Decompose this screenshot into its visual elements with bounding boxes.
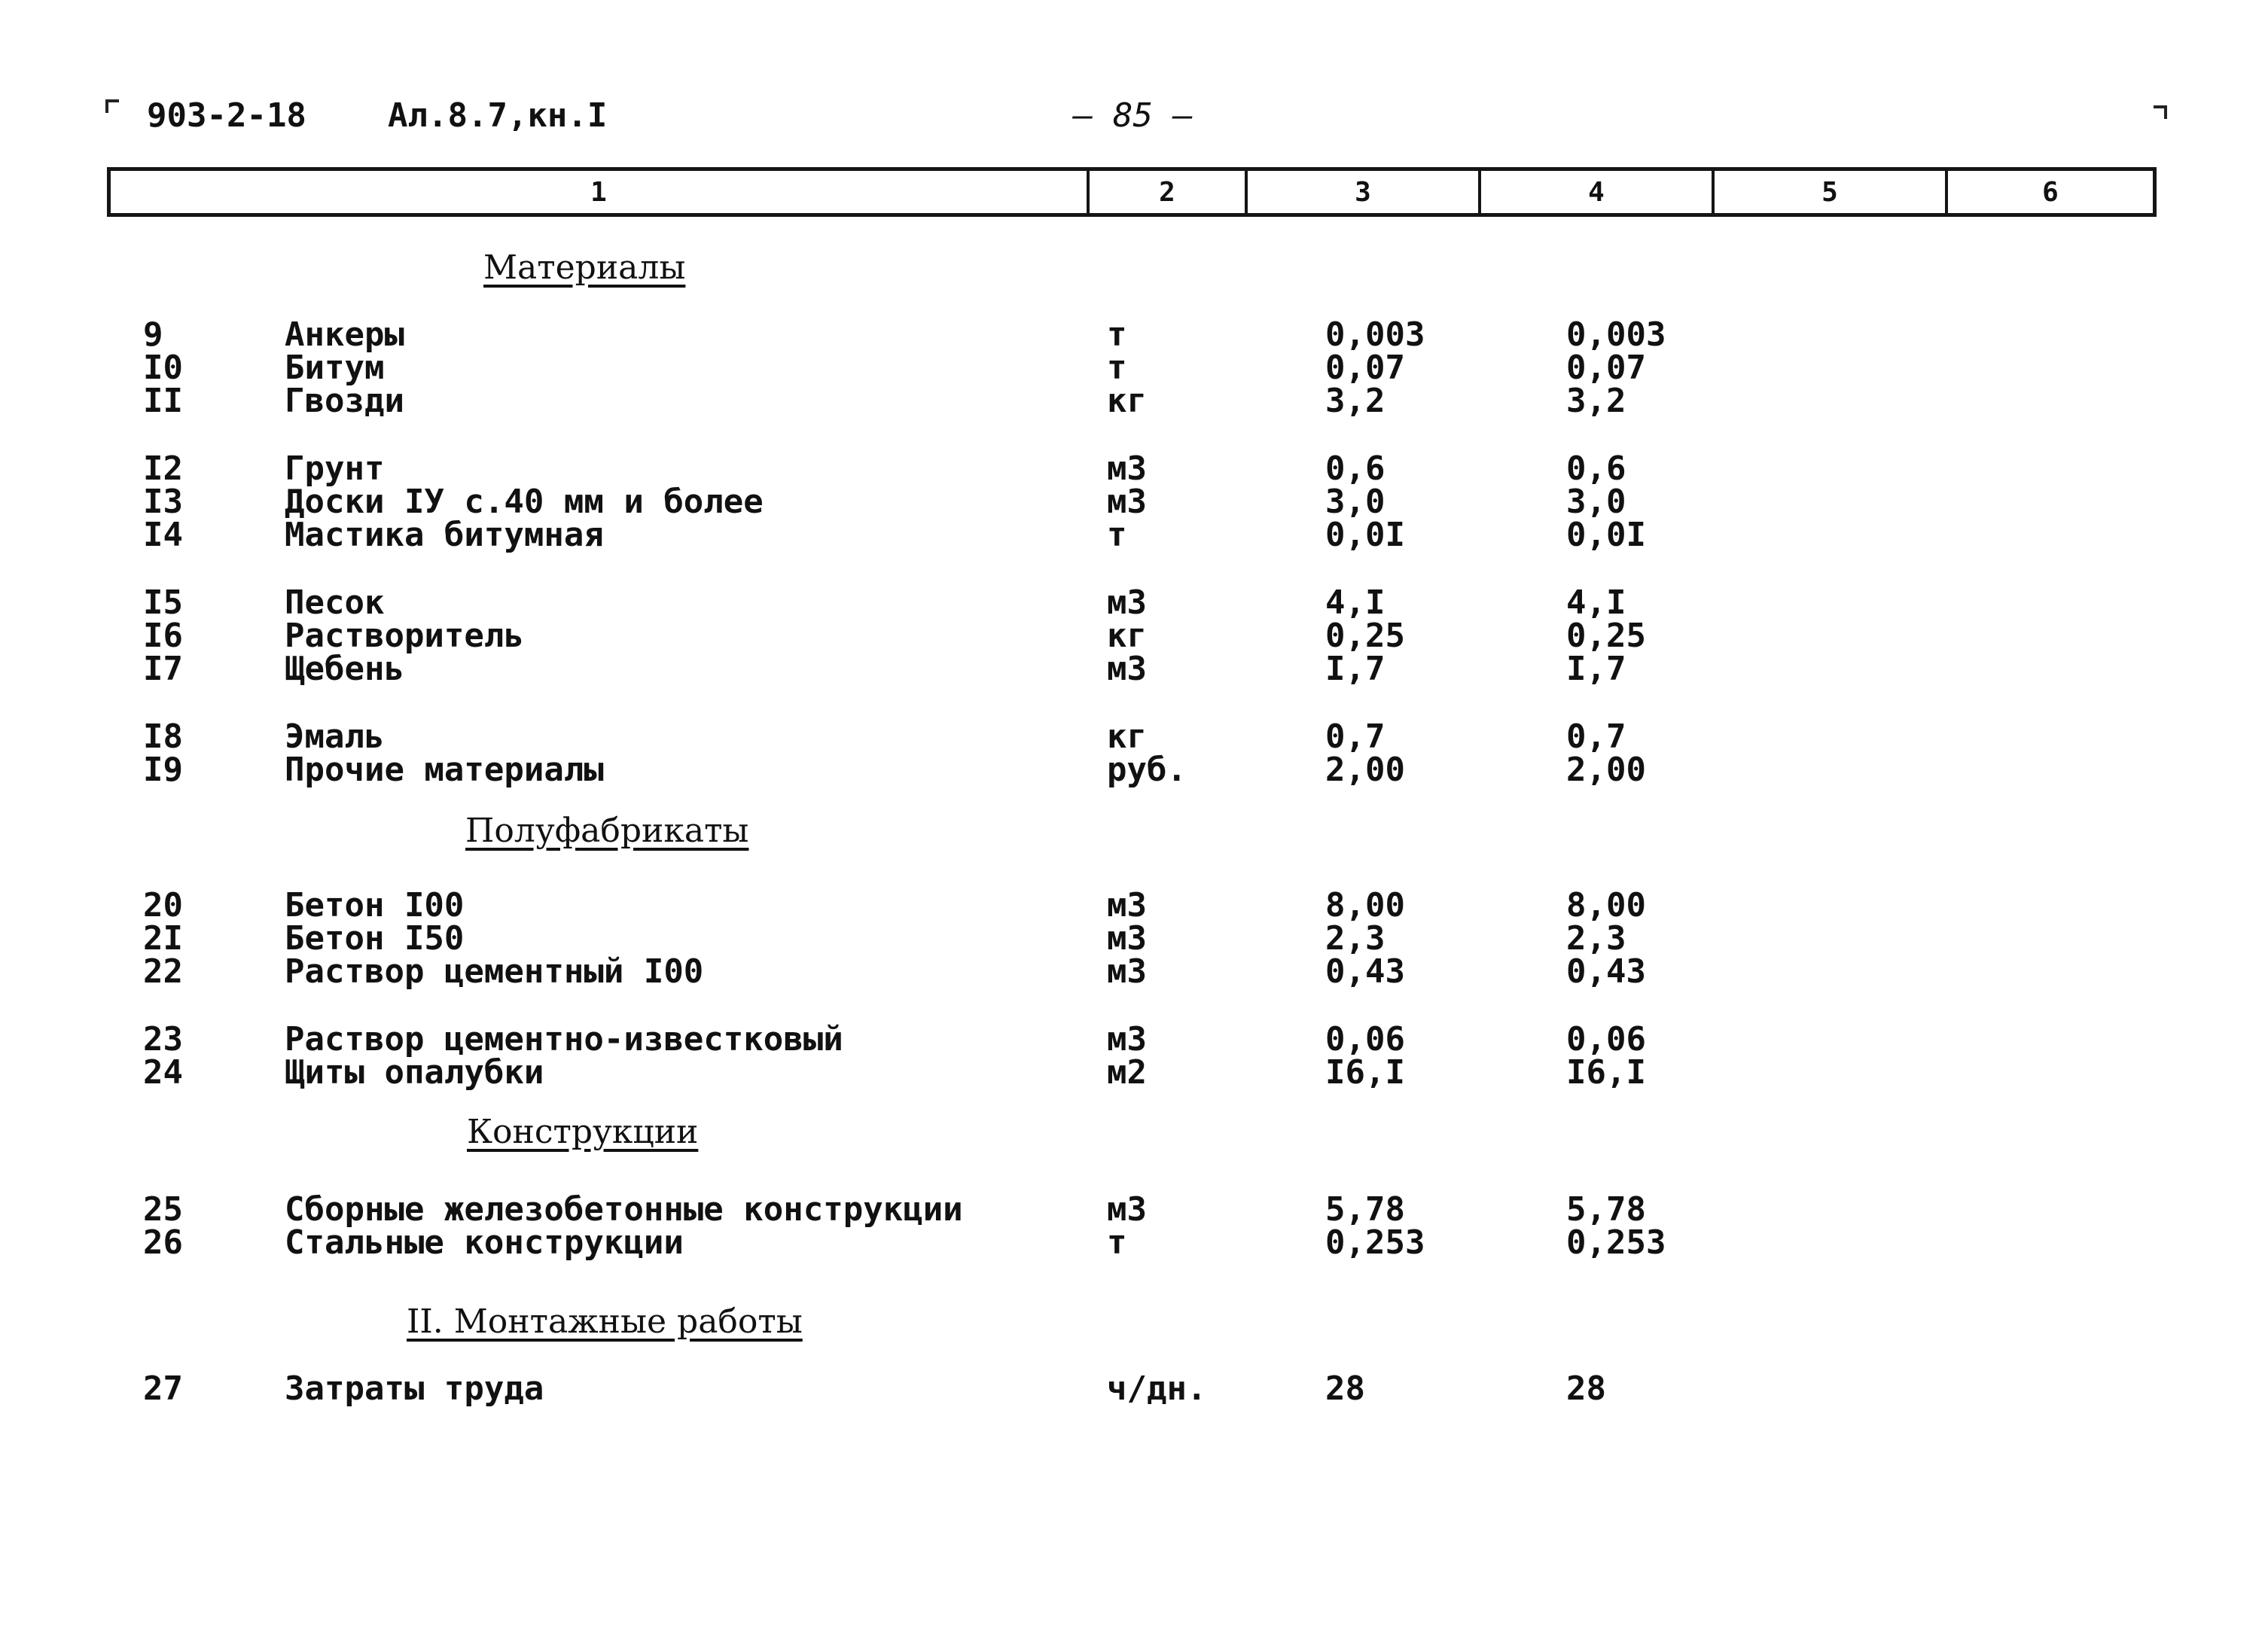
row-value-col4: 0,43 (1566, 952, 1646, 991)
row-unit: м3 (1107, 449, 1147, 488)
row-unit: кг (1107, 717, 1147, 756)
row-number: I5 (143, 583, 183, 622)
row-value-col4: 5,78 (1566, 1190, 1646, 1229)
row-name: Раствор цементно-известковый (285, 1020, 843, 1059)
row-unit: м3 (1107, 952, 1147, 991)
document-code: 903-2-18 (147, 96, 306, 135)
row-value-col3: 0,07 (1325, 349, 1405, 387)
column-header-1: 1 (111, 171, 1090, 213)
row-number: 23 (143, 1020, 183, 1059)
row-unit: м3 (1107, 1020, 1147, 1059)
row-number: I4 (143, 516, 183, 554)
row-number: I3 (143, 483, 183, 521)
table-row (0, 952, 2268, 991)
table-row (0, 1053, 2268, 1092)
row-unit: м3 (1107, 483, 1147, 521)
row-name: Щебень (285, 650, 404, 688)
table-row (0, 717, 2268, 756)
row-unit: т (1107, 315, 1127, 354)
row-number: I8 (143, 717, 183, 756)
row-value-col4: 8,00 (1566, 886, 1646, 925)
row-value-col4: 0,7 (1566, 717, 1626, 756)
row-value-col4: 2,00 (1566, 751, 1646, 789)
table-row (0, 449, 2268, 488)
table-row (0, 1190, 2268, 1229)
row-unit: м3 (1107, 886, 1147, 925)
corner-mark-left (105, 99, 119, 113)
row-number: I2 (143, 449, 183, 488)
row-unit: ч/дн. (1107, 1369, 1207, 1408)
row-value-col3: 0,253 (1325, 1223, 1425, 1262)
document-reference: Ал.8.7,кн.I (388, 96, 608, 135)
row-value-col3: 0,0I (1325, 516, 1405, 554)
row-value-col3: 0,43 (1325, 952, 1405, 991)
row-number: 26 (143, 1223, 183, 1262)
row-unit: т (1107, 516, 1127, 554)
table-column-header (107, 167, 2157, 217)
row-name: Битум (285, 349, 385, 387)
row-value-col3: 0,003 (1325, 315, 1425, 354)
table-row (0, 315, 2268, 354)
row-unit: кг (1107, 382, 1147, 420)
row-number: I9 (143, 751, 183, 789)
row-value-col4: 0,25 (1566, 617, 1646, 655)
row-name: Прочие материалы (285, 751, 604, 789)
row-name: Мастика битумная (285, 516, 604, 554)
row-value-col4: 0,253 (1566, 1223, 1666, 1262)
row-value-col4: I,7 (1566, 650, 1626, 688)
row-unit: м3 (1107, 919, 1147, 958)
row-value-col4: 2,3 (1566, 919, 1626, 958)
row-number: II (143, 382, 183, 420)
row-unit: кг (1107, 617, 1147, 655)
row-number: 25 (143, 1190, 183, 1229)
row-value-col4: 0,07 (1566, 349, 1646, 387)
row-unit: т (1107, 1223, 1127, 1262)
row-name: Анкеры (285, 315, 404, 354)
corner-mark-right (2154, 105, 2167, 119)
column-header-3: 3 (1248, 171, 1481, 213)
row-value-col3: 28 (1325, 1369, 1365, 1408)
row-number: 24 (143, 1053, 183, 1092)
row-number: 27 (143, 1369, 183, 1408)
row-number: 2I (143, 919, 183, 958)
row-value-col3: 3,2 (1325, 382, 1385, 420)
row-value-col4: 3,2 (1566, 382, 1626, 420)
row-value-col3: 4,I (1325, 583, 1385, 622)
table-row (0, 384, 2268, 419)
table-row (0, 351, 2268, 385)
table-row (0, 1022, 2268, 1057)
row-name: Грунт (285, 449, 385, 488)
table-row (0, 919, 2268, 958)
row-name: Бетон I50 (285, 919, 465, 958)
table-row (0, 1223, 2268, 1262)
row-value-col3: I6,I (1325, 1053, 1405, 1092)
row-name: Раствор цементный I00 (285, 952, 704, 991)
row-name: Доски IУ с.40 мм и более (285, 483, 764, 521)
row-name: Эмаль (285, 717, 385, 756)
row-unit: м2 (1107, 1053, 1147, 1092)
column-header-6: 6 (2042, 176, 2059, 208)
section-heading-installation: II. Монтажные работы (407, 1302, 803, 1341)
row-value-col3: 0,25 (1325, 617, 1405, 655)
row-number: I6 (143, 617, 183, 655)
row-number: 9 (143, 315, 163, 354)
row-name: Бетон I00 (285, 886, 465, 925)
section-heading-structures: Конструкции (467, 1113, 699, 1151)
row-number: I7 (143, 650, 183, 688)
row-value-col3: 8,00 (1325, 886, 1405, 925)
table-row (0, 583, 2268, 622)
row-number: 20 (143, 886, 183, 925)
row-unit: м3 (1107, 1190, 1147, 1229)
column-header-2: 2 (1090, 171, 1248, 213)
row-value-col3: 5,78 (1325, 1190, 1405, 1229)
page-number: — 85 — (1073, 96, 1193, 135)
section-heading-materials: Материалы (483, 248, 686, 287)
table-row (0, 485, 2268, 519)
row-value-col3: 0,7 (1325, 717, 1385, 756)
row-value-col4: 4,I (1566, 583, 1626, 622)
table-row (0, 753, 2268, 787)
section-heading-semi-products: Полуфабрикаты (465, 812, 749, 850)
row-value-col4: 3,0 (1566, 483, 1626, 521)
row-name: Стальные конструкции (285, 1223, 684, 1262)
row-value-col3: I,7 (1325, 650, 1385, 688)
row-name: Растворитель (285, 617, 524, 655)
table-row (0, 888, 2268, 923)
row-value-col3: 2,00 (1325, 751, 1405, 789)
row-value-col3: 2,3 (1325, 919, 1385, 958)
row-unit: м3 (1107, 583, 1147, 622)
row-number: 22 (143, 952, 183, 991)
table-row (0, 619, 2268, 653)
row-name: Гвозди (285, 382, 404, 420)
row-name: Затраты труда (285, 1369, 544, 1408)
row-value-col4: 0,003 (1566, 315, 1666, 354)
table-row (0, 1369, 2268, 1408)
row-value-col4: 0,0I (1566, 516, 1646, 554)
column-header-4: 4 (1481, 171, 1715, 213)
row-unit: руб. (1107, 751, 1187, 789)
row-name: Сборные железобетонные конструкции (285, 1190, 963, 1229)
row-value-col4: 0,6 (1566, 449, 1626, 488)
table-row (0, 518, 2268, 553)
row-unit: м3 (1107, 650, 1147, 688)
row-value-col4: 28 (1566, 1369, 1606, 1408)
row-value-col3: 0,06 (1325, 1020, 1405, 1059)
row-value-col3: 3,0 (1325, 483, 1385, 521)
row-name: Песок (285, 583, 385, 622)
row-value-col4: I6,I (1566, 1053, 1646, 1092)
row-value-col3: 0,6 (1325, 449, 1385, 488)
table-row (0, 652, 2268, 687)
row-unit: т (1107, 349, 1127, 387)
column-header-5: 5 (1715, 171, 1948, 213)
row-number: I0 (143, 349, 183, 387)
row-value-col4: 0,06 (1566, 1020, 1646, 1059)
row-name: Щиты опалубки (285, 1053, 544, 1092)
